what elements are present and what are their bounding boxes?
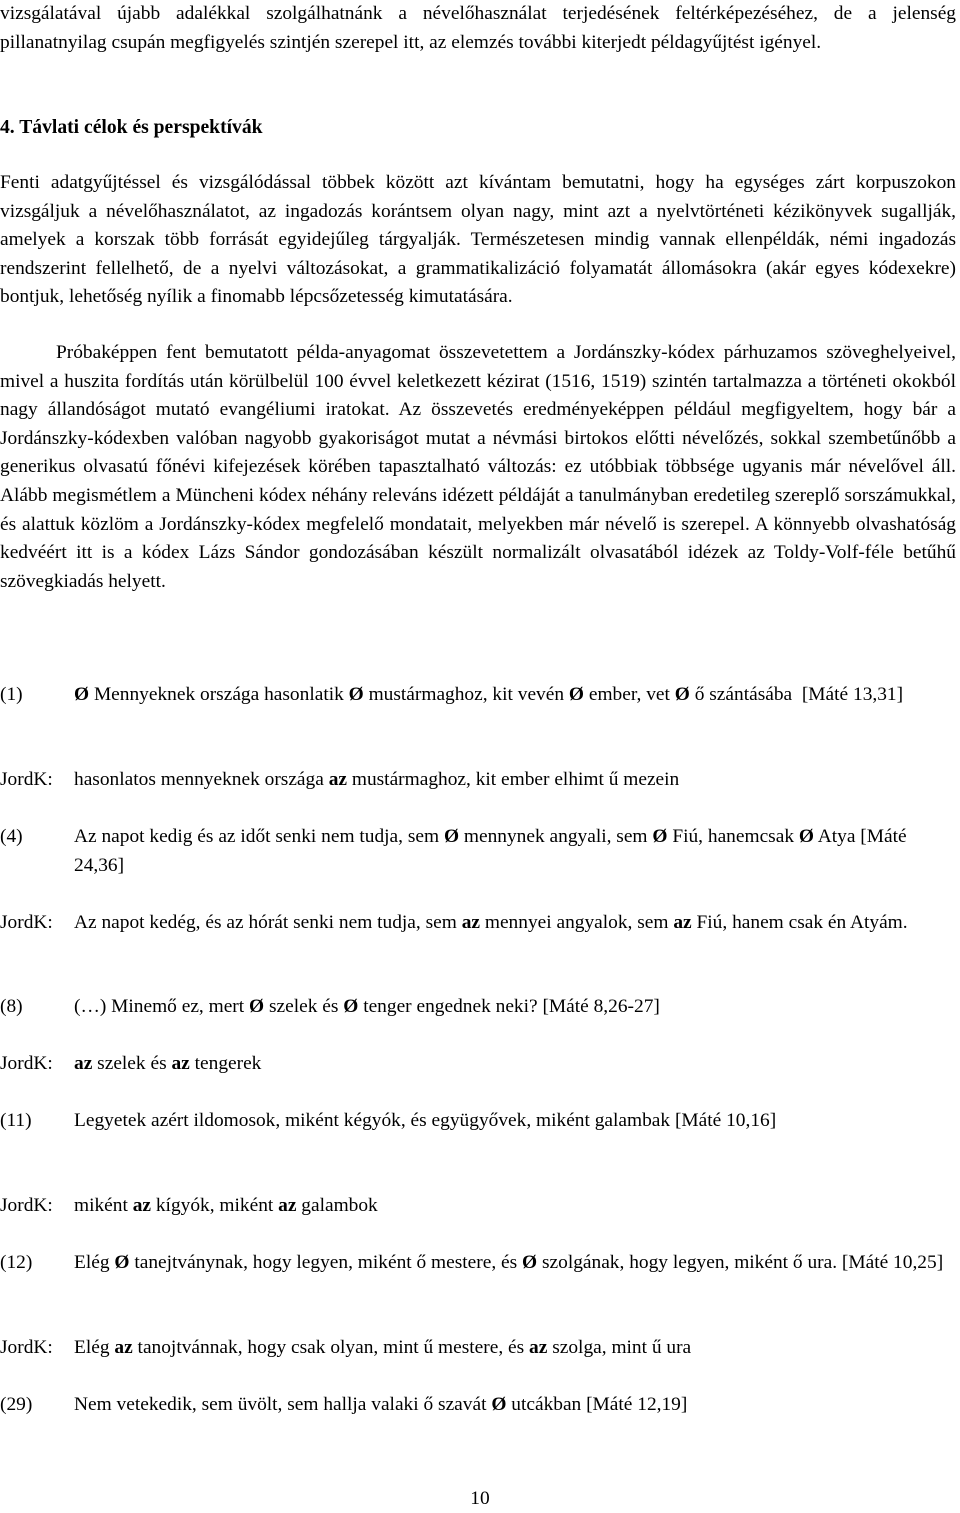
jordk-text: Elég az tanojtvánnak, hogy csak olyan, mint ű mestere, és az szolga, mint ű ura xyxy=(74,1337,692,1358)
jordk-text: hasonlatos mennyeknek országa az mustármaghoz, kit ember elhimt ű mezein xyxy=(74,769,680,790)
paragraph-intro: vizsgálatával újabb adalékkal szolgálhatnánk a névelőhasználat terjedésének feltérképezéséhez, de a jelenség pillanatnyilag csupán megfigyelés szintjén szerepel itt, az elemzés további kiterjedt példagyűjtést igényel. xyxy=(0,3,956,53)
section-heading: 4. Távlati célok és perspektívák xyxy=(0,117,263,138)
jordk-label: JordK: xyxy=(0,1337,53,1358)
example-number: (12) xyxy=(0,1252,33,1273)
example-text: Legyetek azért ildomosok, miként kégyók, és együgyővek, miként galambak [Máté 10,16] xyxy=(74,1110,777,1131)
paragraph-first: Fenti adatgyűjtéssel és vizsgálódással többek között azt kívántam bemutatni, hogy ha egységes zárt korpuszokon vizsgáljuk a névelőhasználatot, az ingadozás korántsem olyan nagy, mint azt a nyelvtörténeti kézikönyvek sugallják, amelyek a korszak több forrását egyidejűleg tárgyalják. Természetesen mindig vannak ellenpéldák, némi ingadozás rendszerint fellelhető, de a nyelvi változásokat, a grammatikalizáció folyamatát állomásokra (akár egyes kódexekre) bontjuk, lehetőség nyílik a finomabb lépcsőzetesség kimutatására. xyxy=(0,172,956,308)
jordk-label: JordK: xyxy=(0,769,53,790)
example-text: (…) Minemő ez, mert Ø szelek és Ø tenger engednek neki? [Máté 8,26-27] xyxy=(74,996,660,1017)
example-number: (8) xyxy=(0,996,23,1017)
jordk-label: JordK: xyxy=(0,912,53,933)
example-number: (29) xyxy=(0,1394,33,1415)
jordk-label: JordK: xyxy=(0,1053,53,1074)
example-number: (4) xyxy=(0,826,23,847)
jordk-text: miként az kígyók, miként az galambok xyxy=(74,1195,378,1216)
page-number: 10 xyxy=(470,1488,490,1509)
example-text: Nem vetekedik, sem üvölt, sem hallja valaki ő szavát Ø utcákban [Máté 12,19] xyxy=(74,1394,688,1415)
example-text: Az napot kedig és az időt senki nem tudja, sem Ø mennynek angyali, sem Ø Fiú, hanemcsak Ø Atya [Máté 24,36] xyxy=(74,826,907,876)
jordk-text: Az napot kedég, és az hórát senki nem tudja, sem az mennyei angyalok, sem az Fiú, hanem csak én Atyám. xyxy=(74,912,908,933)
example-text: Ø Mennyeknek országa hasonlatik Ø mustármaghoz, kit vevén Ø ember, vet Ø ő szántásába [Máté 13,31] xyxy=(74,684,904,705)
paragraph-second: Próbaképpen fent bemutatott példa-anyagomat összevetettem a Jordánszky-kódex párhuzamos szöveghelyeivel, mivel a huszita fordítás után körülbelül 100 évvel keletkezett kézirat (1516, 1519) szintén tartalmazza a történeti okokból nagy állandóságot mutató evangéliumi iratokat. Az összevetés eredményeképpen például megfigyeltem, hogy bár a Jordánszky-kódexben valóban nagyobb gyakoriságot mutat a névmási birtokos előtti névelőzés, sokkal szembetűnőbb a generikus olvasatú főnévi kifejezések körében tapasztalható változás: ez utóbbiak többsége ugyanis már névelővel áll. Alább megismétlem a Müncheni kódex néhány releváns idézett példáját a tanulmányban eredetileg szereplő sorszámukkal, és alattuk közlöm a Jordánszky-kódex megfelelő mondatait, melyekben már névelő is szerepel. A könnyebb olvashatóság kedvéért itt is a kódex Lázs Sándor gondozásában készült normalizált olvasatából idézek az Toldy-Volf-féle betűhű szövegkiadás helyett. xyxy=(0,342,956,592)
jordk-label: JordK: xyxy=(0,1195,53,1216)
jordk-text: az szelek és az tengerek xyxy=(74,1053,262,1074)
example-number: (11) xyxy=(0,1110,32,1131)
example-text: Elég Ø tanejtványnak, hogy legyen, miként ő mestere, és Ø szolgának, hogy legyen, miként ő ura. [Máté 10,25] xyxy=(74,1252,944,1273)
example-number: (1) xyxy=(0,684,23,705)
